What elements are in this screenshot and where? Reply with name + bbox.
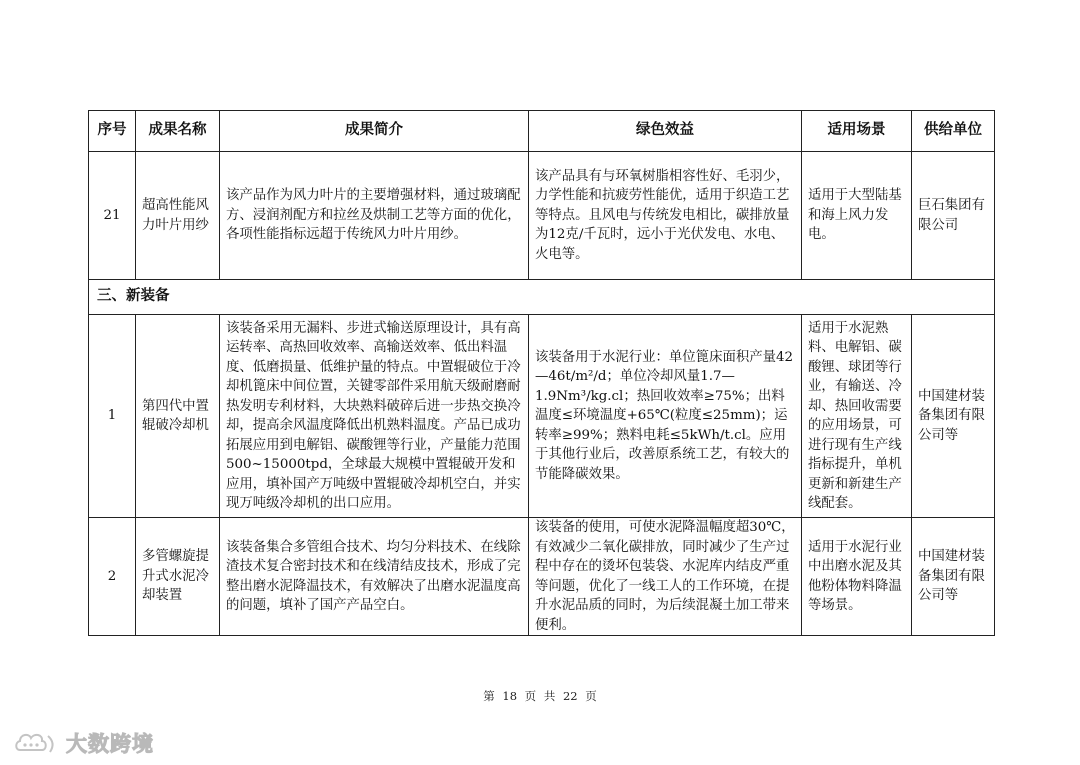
- row-name: 超高性能风力叶片用纱: [136, 152, 220, 280]
- table-row: [89, 315, 995, 518]
- header-benefit: 绿色效益: [529, 111, 802, 152]
- header-name: 成果名称: [136, 111, 220, 152]
- page-number: 第 18 页 共 22 页: [483, 689, 597, 703]
- header-intro: 成果简介: [220, 111, 529, 152]
- row-index: 2: [89, 518, 136, 636]
- header-supplier: 供给单位: [912, 111, 995, 152]
- row-index: 21: [89, 152, 136, 280]
- row-intro: 该装备采用无漏料、步进式输送原理设计，具有高运转率、高热回收效率、高输送效率、低出料温度、低磨损量、低维护量的特点。中置辊破位于冷却机篦床中间位置，关键零部件采用航天级耐磨耐热发明专利材料，大块熟料破碎后进一步热交换冷却，提高余风温度降低出机熟料温度。产品已成功拓展应用到电解铝、碳酸锂等行业，产量能力范围500~15000tpd，全球最大规模中置辊破开发和应用，填补国产万吨级中置辊破冷却机空白，并实现万吨级冷却机的出口应用。: [220, 315, 529, 518]
- watermark: [14, 728, 154, 758]
- results-table: [88, 110, 995, 636]
- row-scenario: 适用于水泥熟料、电解铝、碳酸锂、球团等行业，有输送、冷却、热回收需要的应用场景，可进行现有生产线指标提升，单机更新和新建生产线配套。: [802, 315, 912, 518]
- section-title: 三、新装备: [89, 280, 995, 315]
- row-intro: 该产品作为风力叶片的主要增强材料，通过玻璃配方、浸润剂配方和拉丝及烘制工艺等方面的优化，各项性能指标远超于传统风力叶片用纱。: [220, 152, 529, 280]
- watermark-text: 大数跨境: [66, 732, 154, 756]
- row-supplier: 巨石集团有限公司: [912, 152, 995, 280]
- row-benefit: 该产品具有与环氧树脂相容性好、毛羽少，力学性能和抗疲劳性能优，适用于织造工艺等特点。且风电与传统发电相比，碳排放量为12克/千瓦时，远小于光伏发电、水电、火电等。: [529, 152, 802, 280]
- row-benefit: 该装备用于水泥行业：单位篦床面积产量42—46t/m²/d；单位冷却风量1.7—1.9Nm³/kg.cl；热回收效率≥75%；出料温度≤环境温度+65℃(粒度≤25mm)；运转率≥99%；熟料电耗≤5kWh/t.cl。应用于其他行业后，改善原系统工艺，有较大的节能降碳效果。: [529, 315, 802, 518]
- row-name: 第四代中置辊破冷却机: [136, 315, 220, 518]
- header-index: 序号: [89, 111, 136, 152]
- table-row: [89, 152, 995, 280]
- row-supplier: 中国建材装备集团有限公司等: [912, 518, 995, 636]
- header-scenario: 适用场景: [802, 111, 912, 152]
- row-name: 多管螺旋提升式水泥冷却装置: [136, 518, 220, 636]
- section-row: [89, 280, 995, 315]
- table-row: [89, 518, 995, 636]
- row-index: 1: [89, 315, 136, 518]
- cloud-chat-logo-icon: [14, 730, 60, 756]
- row-supplier: 中国建材装备集团有限公司等: [912, 315, 995, 518]
- row-benefit: 该装备的使用，可使水泥降温幅度超30℃，有效减少二氧化碳排放，同时减少了生产过程中存在的烫坏包装袋、水泥库内结皮严重等问题，优化了一线工人的工作环境，在提升水泥品质的同时，为后续混凝土加工带来便利。: [529, 518, 802, 636]
- row-scenario: 适用于大型陆基和海上风力发电。: [802, 152, 912, 280]
- row-intro: 该装备集合多管组合技术、均匀分料技术、在线除渣技术复合密封技术和在线清结皮技术，形成了完整出磨水泥降温技术，有效解决了出磨水泥温度高的问题，填补了国产产品空白。: [220, 518, 529, 636]
- row-scenario: 适用于水泥行业中出磨水泥及其他粉体物料降温等场景。: [802, 518, 912, 636]
- table-header-row: [89, 111, 995, 152]
